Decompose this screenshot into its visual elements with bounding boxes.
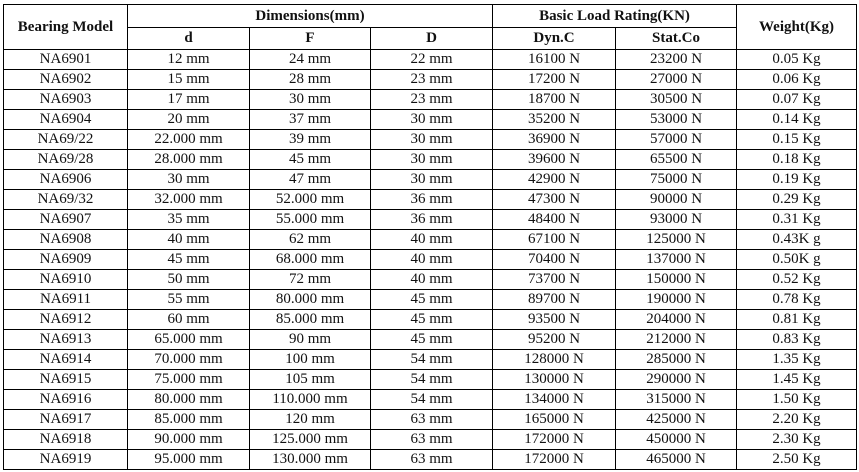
cell-dyn-c: 89700 N <box>493 290 616 310</box>
cell-dyn-c: 42900 N <box>493 170 616 190</box>
cell-weight: 2.30 Kg <box>737 430 857 450</box>
cell-d: 50 mm <box>128 270 250 290</box>
cell-stat-co: 212000 N <box>616 330 737 350</box>
table-row <box>4 210 857 230</box>
cell-weight: 0.06 Kg <box>737 70 857 90</box>
cell-D: 45 mm <box>371 310 493 330</box>
cell-stat-co: 204000 N <box>616 310 737 330</box>
cell-weight: 0.29 Kg <box>737 190 857 210</box>
cell-dyn-c: 93500 N <box>493 310 616 330</box>
header-dimensions: Dimensions(mm) <box>128 5 493 28</box>
cell-dyn-c: 35200 N <box>493 110 616 130</box>
cell-stat-co: 125000 N <box>616 230 737 250</box>
cell-d: 35 mm <box>128 210 250 230</box>
cell-model: NA69/22 <box>4 130 128 150</box>
cell-weight: 0.15 Kg <box>737 130 857 150</box>
cell-F: 120 mm <box>250 410 371 430</box>
cell-D: 45 mm <box>371 290 493 310</box>
cell-stat-co: 57000 N <box>616 130 737 150</box>
cell-weight: 0.78 Kg <box>737 290 857 310</box>
cell-F: 105 mm <box>250 370 371 390</box>
cell-model: NA6910 <box>4 270 128 290</box>
cell-weight: 2.50 Kg <box>737 450 857 470</box>
cell-stat-co: 75000 N <box>616 170 737 190</box>
cell-d: 55 mm <box>128 290 250 310</box>
table-row <box>4 370 857 390</box>
cell-stat-co: 65500 N <box>616 150 737 170</box>
table-row <box>4 270 857 290</box>
cell-d: 12 mm <box>128 50 250 70</box>
header-basic-load-rating: Basic Load Rating(KN) <box>493 5 737 28</box>
cell-dyn-c: 172000 N <box>493 430 616 450</box>
cell-model: NA6916 <box>4 390 128 410</box>
table-row <box>4 150 857 170</box>
cell-F: 24 mm <box>250 50 371 70</box>
cell-dyn-c: 70400 N <box>493 250 616 270</box>
cell-d: 45 mm <box>128 250 250 270</box>
cell-weight: 0.81 Kg <box>737 310 857 330</box>
table-row <box>4 170 857 190</box>
cell-stat-co: 285000 N <box>616 350 737 370</box>
cell-model: NA6913 <box>4 330 128 350</box>
cell-D: 36 mm <box>371 210 493 230</box>
table-row <box>4 50 857 70</box>
cell-dyn-c: 130000 N <box>493 370 616 390</box>
cell-F: 68.000 mm <box>250 250 371 270</box>
cell-weight: 1.35 Kg <box>737 350 857 370</box>
cell-weight: 0.18 Kg <box>737 150 857 170</box>
cell-D: 54 mm <box>371 370 493 390</box>
cell-D: 22 mm <box>371 50 493 70</box>
cell-dyn-c: 165000 N <box>493 410 616 430</box>
cell-d: 28.000 mm <box>128 150 250 170</box>
table-row <box>4 70 857 90</box>
cell-dyn-c: 67100 N <box>493 230 616 250</box>
cell-model: NA69/32 <box>4 190 128 210</box>
cell-F: 125.000 mm <box>250 430 371 450</box>
header-dyn-c: Dyn.C <box>493 28 616 50</box>
cell-D: 23 mm <box>371 90 493 110</box>
cell-weight: 0.19 Kg <box>737 170 857 190</box>
cell-d: 75.000 mm <box>128 370 250 390</box>
cell-F: 130.000 mm <box>250 450 371 470</box>
header-weight: Weight(Kg) <box>737 5 857 50</box>
cell-d: 20 mm <box>128 110 250 130</box>
cell-stat-co: 290000 N <box>616 370 737 390</box>
cell-D: 40 mm <box>371 270 493 290</box>
table-row <box>4 90 857 110</box>
cell-stat-co: 190000 N <box>616 290 737 310</box>
cell-D: 40 mm <box>371 250 493 270</box>
table-row <box>4 230 857 250</box>
bearing-specs-table <box>3 4 857 470</box>
header-bearing-model: Bearing Model <box>4 5 128 50</box>
cell-D: 30 mm <box>371 150 493 170</box>
cell-stat-co: 150000 N <box>616 270 737 290</box>
cell-stat-co: 30500 N <box>616 90 737 110</box>
cell-stat-co: 450000 N <box>616 430 737 450</box>
cell-model: NA6914 <box>4 350 128 370</box>
cell-F: 62 mm <box>250 230 371 250</box>
table-row <box>4 330 857 350</box>
cell-D: 63 mm <box>371 430 493 450</box>
cell-d: 15 mm <box>128 70 250 90</box>
cell-d: 65.000 mm <box>128 330 250 350</box>
cell-weight: 0.05 Kg <box>737 50 857 70</box>
cell-D: 54 mm <box>371 390 493 410</box>
cell-model: NA6915 <box>4 370 128 390</box>
table-row <box>4 130 857 150</box>
cell-stat-co: 93000 N <box>616 210 737 230</box>
cell-D: 63 mm <box>371 410 493 430</box>
table-row <box>4 430 857 450</box>
cell-weight: 0.83 Kg <box>737 330 857 350</box>
cell-D: 63 mm <box>371 450 493 470</box>
cell-F: 80.000 mm <box>250 290 371 310</box>
cell-model: NA6919 <box>4 450 128 470</box>
cell-weight: 0.43K g <box>737 230 857 250</box>
cell-weight: 1.50 Kg <box>737 390 857 410</box>
cell-d: 30 mm <box>128 170 250 190</box>
cell-weight: 0.31 Kg <box>737 210 857 230</box>
table-row <box>4 350 857 370</box>
cell-weight: 1.45 Kg <box>737 370 857 390</box>
cell-stat-co: 90000 N <box>616 190 737 210</box>
cell-weight: 0.52 Kg <box>737 270 857 290</box>
cell-F: 100 mm <box>250 350 371 370</box>
cell-F: 52.000 mm <box>250 190 371 210</box>
table-row <box>4 190 857 210</box>
cell-model: NA6917 <box>4 410 128 430</box>
header-d: d <box>128 28 250 50</box>
cell-d: 90.000 mm <box>128 430 250 450</box>
header-F: F <box>250 28 371 50</box>
cell-model: NA6909 <box>4 250 128 270</box>
cell-dyn-c: 16100 N <box>493 50 616 70</box>
cell-dyn-c: 17200 N <box>493 70 616 90</box>
cell-F: 90 mm <box>250 330 371 350</box>
cell-D: 30 mm <box>371 170 493 190</box>
cell-dyn-c: 73700 N <box>493 270 616 290</box>
cell-model: NA6904 <box>4 110 128 130</box>
cell-F: 47 mm <box>250 170 371 190</box>
cell-dyn-c: 47300 N <box>493 190 616 210</box>
cell-D: 40 mm <box>371 230 493 250</box>
cell-F: 55.000 mm <box>250 210 371 230</box>
cell-F: 39 mm <box>250 130 371 150</box>
cell-weight: 0.50K g <box>737 250 857 270</box>
cell-F: 85.000 mm <box>250 310 371 330</box>
cell-F: 30 mm <box>250 90 371 110</box>
cell-F: 72 mm <box>250 270 371 290</box>
cell-d: 17 mm <box>128 90 250 110</box>
cell-d: 70.000 mm <box>128 350 250 370</box>
table-body <box>4 50 857 470</box>
cell-dyn-c: 36900 N <box>493 130 616 150</box>
cell-dyn-c: 95200 N <box>493 330 616 350</box>
bearing-table-container <box>3 4 857 470</box>
cell-d: 60 mm <box>128 310 250 330</box>
cell-D: 30 mm <box>371 130 493 150</box>
cell-model: NA6907 <box>4 210 128 230</box>
cell-stat-co: 23200 N <box>616 50 737 70</box>
cell-weight: 2.20 Kg <box>737 410 857 430</box>
cell-model: NA6911 <box>4 290 128 310</box>
cell-D: 36 mm <box>371 190 493 210</box>
cell-d: 85.000 mm <box>128 410 250 430</box>
cell-stat-co: 27000 N <box>616 70 737 90</box>
cell-weight: 0.07 Kg <box>737 90 857 110</box>
cell-model: NA6903 <box>4 90 128 110</box>
table-row <box>4 410 857 430</box>
cell-model: NA6912 <box>4 310 128 330</box>
cell-dyn-c: 172000 N <box>493 450 616 470</box>
cell-dyn-c: 18700 N <box>493 90 616 110</box>
cell-model: NA6902 <box>4 70 128 90</box>
cell-model: NA6901 <box>4 50 128 70</box>
table-row <box>4 310 857 330</box>
cell-model: NA6906 <box>4 170 128 190</box>
cell-stat-co: 137000 N <box>616 250 737 270</box>
table-row <box>4 290 857 310</box>
cell-F: 45 mm <box>250 150 371 170</box>
cell-stat-co: 425000 N <box>616 410 737 430</box>
cell-dyn-c: 39600 N <box>493 150 616 170</box>
cell-stat-co: 315000 N <box>616 390 737 410</box>
cell-model: NA6908 <box>4 230 128 250</box>
table-row <box>4 250 857 270</box>
cell-D: 54 mm <box>371 350 493 370</box>
table-row <box>4 450 857 470</box>
header-D: D <box>371 28 493 50</box>
cell-dyn-c: 128000 N <box>493 350 616 370</box>
cell-D: 23 mm <box>371 70 493 90</box>
cell-dyn-c: 48400 N <box>493 210 616 230</box>
header-stat-co: Stat.Co <box>616 28 737 50</box>
cell-dyn-c: 134000 N <box>493 390 616 410</box>
cell-d: 95.000 mm <box>128 450 250 470</box>
cell-F: 28 mm <box>250 70 371 90</box>
cell-stat-co: 53000 N <box>616 110 737 130</box>
cell-model: NA69/28 <box>4 150 128 170</box>
table-row <box>4 110 857 130</box>
cell-weight: 0.14 Kg <box>737 110 857 130</box>
cell-d: 80.000 mm <box>128 390 250 410</box>
table-row <box>4 390 857 410</box>
cell-D: 45 mm <box>371 330 493 350</box>
cell-model: NA6918 <box>4 430 128 450</box>
cell-d: 40 mm <box>128 230 250 250</box>
cell-D: 30 mm <box>371 110 493 130</box>
cell-d: 22.000 mm <box>128 130 250 150</box>
cell-stat-co: 465000 N <box>616 450 737 470</box>
cell-F: 37 mm <box>250 110 371 130</box>
cell-d: 32.000 mm <box>128 190 250 210</box>
cell-F: 110.000 mm <box>250 390 371 410</box>
